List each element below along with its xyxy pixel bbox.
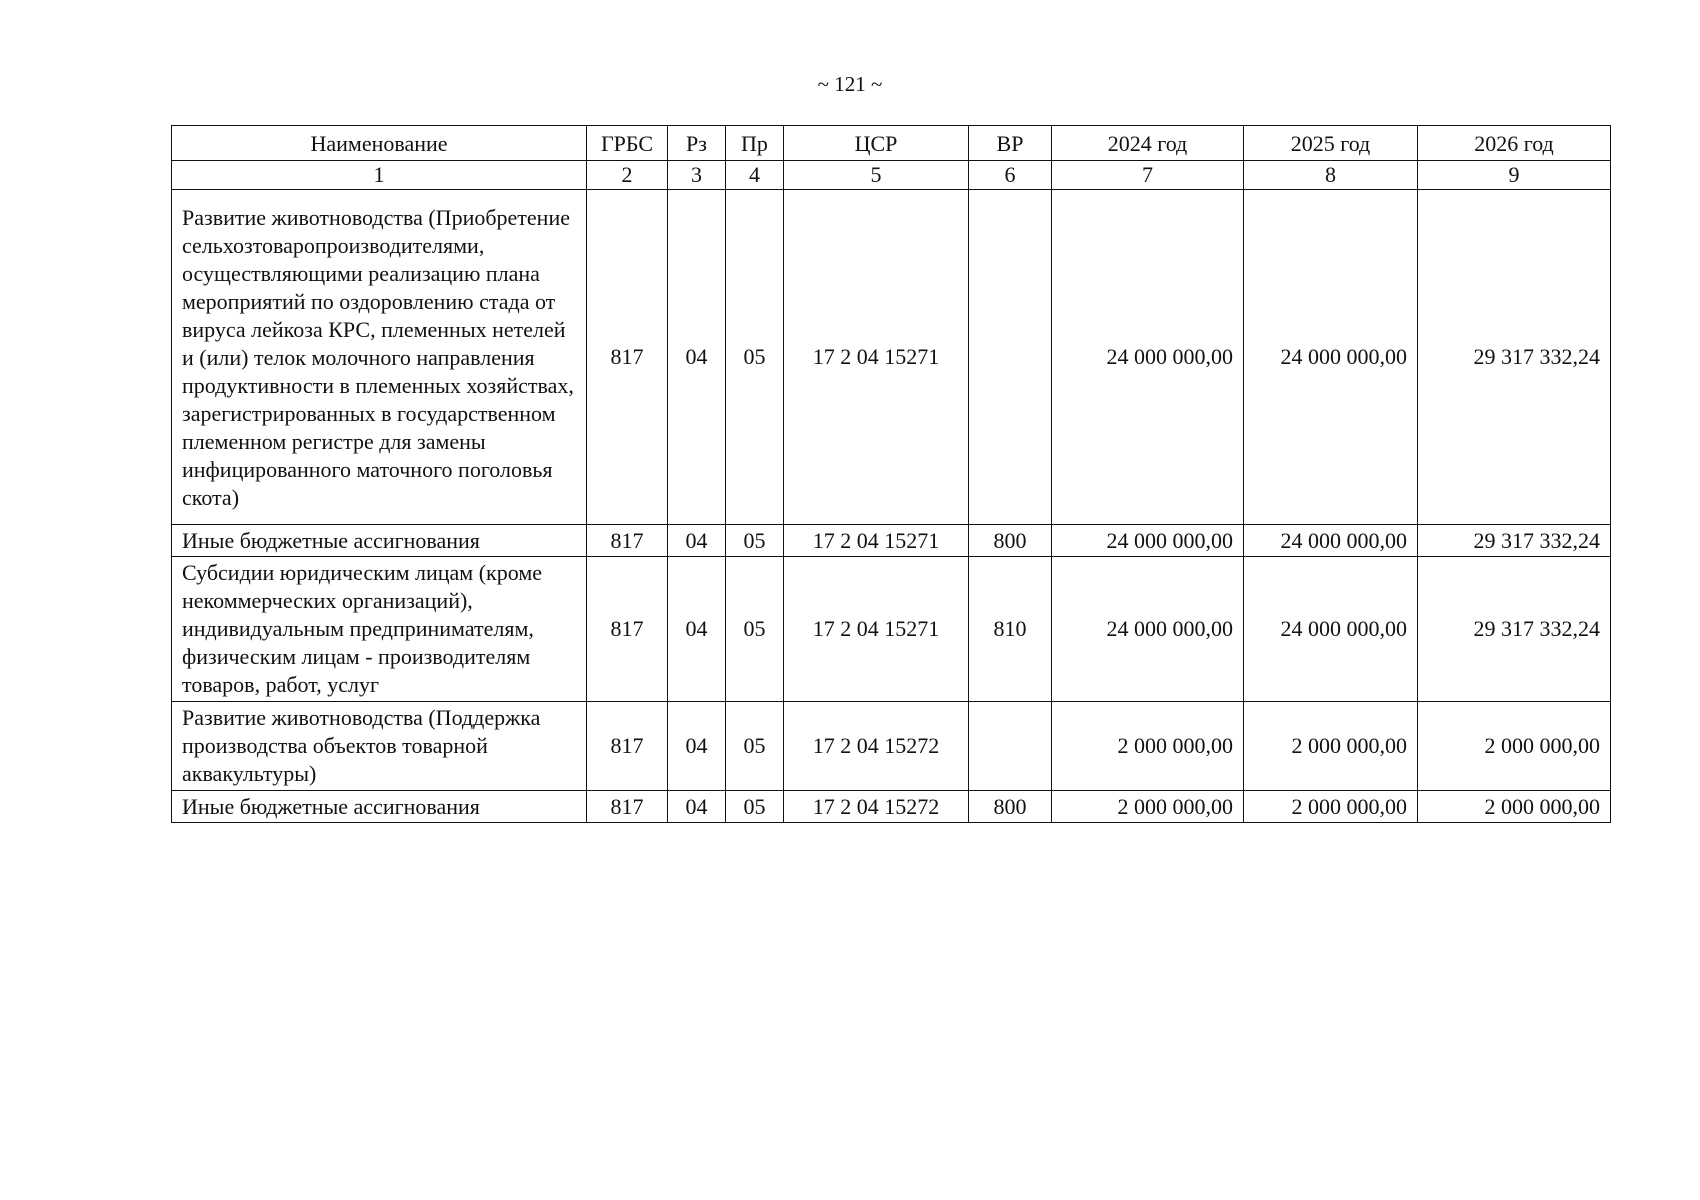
row-grbs: 817 (587, 702, 668, 791)
column-number: 6 (969, 161, 1052, 190)
row-csr: 17 2 04 15272 (784, 702, 969, 791)
header-2026: 2026 год (1418, 126, 1611, 161)
row-name: Субсидии юридическим лицам (кроме некоммерческих организаций), индивидуальным предпринимателям, физическим лицам - производителям товаров, работ, услуг (172, 557, 587, 702)
row-pr: 05 (726, 557, 784, 702)
row-amount-2024: 24 000 000,00 (1052, 557, 1244, 702)
row-amount-2026: 29 317 332,24 (1418, 190, 1611, 525)
row-amount-2024: 24 000 000,00 (1052, 525, 1244, 557)
header-pr: Пр (726, 126, 784, 161)
row-amount-2025: 2 000 000,00 (1244, 791, 1418, 823)
header-grbs: ГРБС (587, 126, 668, 161)
column-number: 7 (1052, 161, 1244, 190)
header-2025: 2025 год (1244, 126, 1418, 161)
row-amount-2024: 2 000 000,00 (1052, 702, 1244, 791)
header-rz: Рз (668, 126, 726, 161)
budget-table (171, 125, 1611, 823)
page-number: ~ 121 ~ (817, 72, 883, 96)
row-vr (969, 190, 1052, 525)
column-number: 8 (1244, 161, 1418, 190)
row-amount-2024: 24 000 000,00 (1052, 190, 1244, 525)
row-amount-2026: 2 000 000,00 (1418, 702, 1611, 791)
column-number: 5 (784, 161, 969, 190)
row-csr: 17 2 04 15272 (784, 791, 969, 823)
row-grbs: 817 (587, 557, 668, 702)
table-row (172, 525, 1611, 557)
column-number: 9 (1418, 161, 1611, 190)
row-csr: 17 2 04 15271 (784, 190, 969, 525)
column-number: 2 (587, 161, 668, 190)
row-pr: 05 (726, 525, 784, 557)
row-amount-2026: 2 000 000,00 (1418, 791, 1611, 823)
table-row (172, 791, 1611, 823)
row-pr: 05 (726, 190, 784, 525)
row-rz: 04 (668, 525, 726, 557)
row-vr: 800 (969, 525, 1052, 557)
header-vr: ВР (969, 126, 1052, 161)
row-grbs: 817 (587, 525, 668, 557)
row-rz: 04 (668, 190, 726, 525)
row-grbs: 817 (587, 190, 668, 525)
header-row (172, 126, 1611, 161)
column-number-row (172, 161, 1611, 190)
row-amount-2026: 29 317 332,24 (1418, 557, 1611, 702)
row-grbs: 817 (587, 791, 668, 823)
row-pr: 05 (726, 791, 784, 823)
header-name: Наименование (172, 126, 587, 161)
row-amount-2025: 24 000 000,00 (1244, 557, 1418, 702)
column-number: 1 (172, 161, 587, 190)
row-name: Иные бюджетные ассигнования (172, 791, 587, 823)
row-name: Иные бюджетные ассигнования (172, 525, 587, 557)
row-name: Развитие животноводства (Поддержка производства объектов товарной аквакультуры) (172, 702, 587, 791)
header-2024: 2024 год (1052, 126, 1244, 161)
table-row (172, 190, 1611, 525)
row-name: Развитие животноводства (Приобретение сельхозтоваропроизводителями, осуществляющими реализацию плана мероприятий по оздоровлению стада от вируса лейкоза КРС, племенных нетелей и (или) телок молочного направления продуктивности в племенных хозяйствах, зарегистрированных в государственном племенном регистре для замены инфицированного маточного поголовья скота) (172, 190, 587, 525)
table-row (172, 557, 1611, 702)
row-pr: 05 (726, 702, 784, 791)
row-vr: 800 (969, 791, 1052, 823)
row-csr: 17 2 04 15271 (784, 557, 969, 702)
row-rz: 04 (668, 791, 726, 823)
table-row (172, 702, 1611, 791)
row-vr: 810 (969, 557, 1052, 702)
row-amount-2024: 2 000 000,00 (1052, 791, 1244, 823)
row-amount-2025: 24 000 000,00 (1244, 190, 1418, 525)
column-number: 3 (668, 161, 726, 190)
row-amount-2025: 24 000 000,00 (1244, 525, 1418, 557)
row-amount-2025: 2 000 000,00 (1244, 702, 1418, 791)
row-vr (969, 702, 1052, 791)
row-rz: 04 (668, 557, 726, 702)
header-csr: ЦСР (784, 126, 969, 161)
row-csr: 17 2 04 15271 (784, 525, 969, 557)
row-amount-2026: 29 317 332,24 (1418, 525, 1611, 557)
column-number: 4 (726, 161, 784, 190)
row-rz: 04 (668, 702, 726, 791)
